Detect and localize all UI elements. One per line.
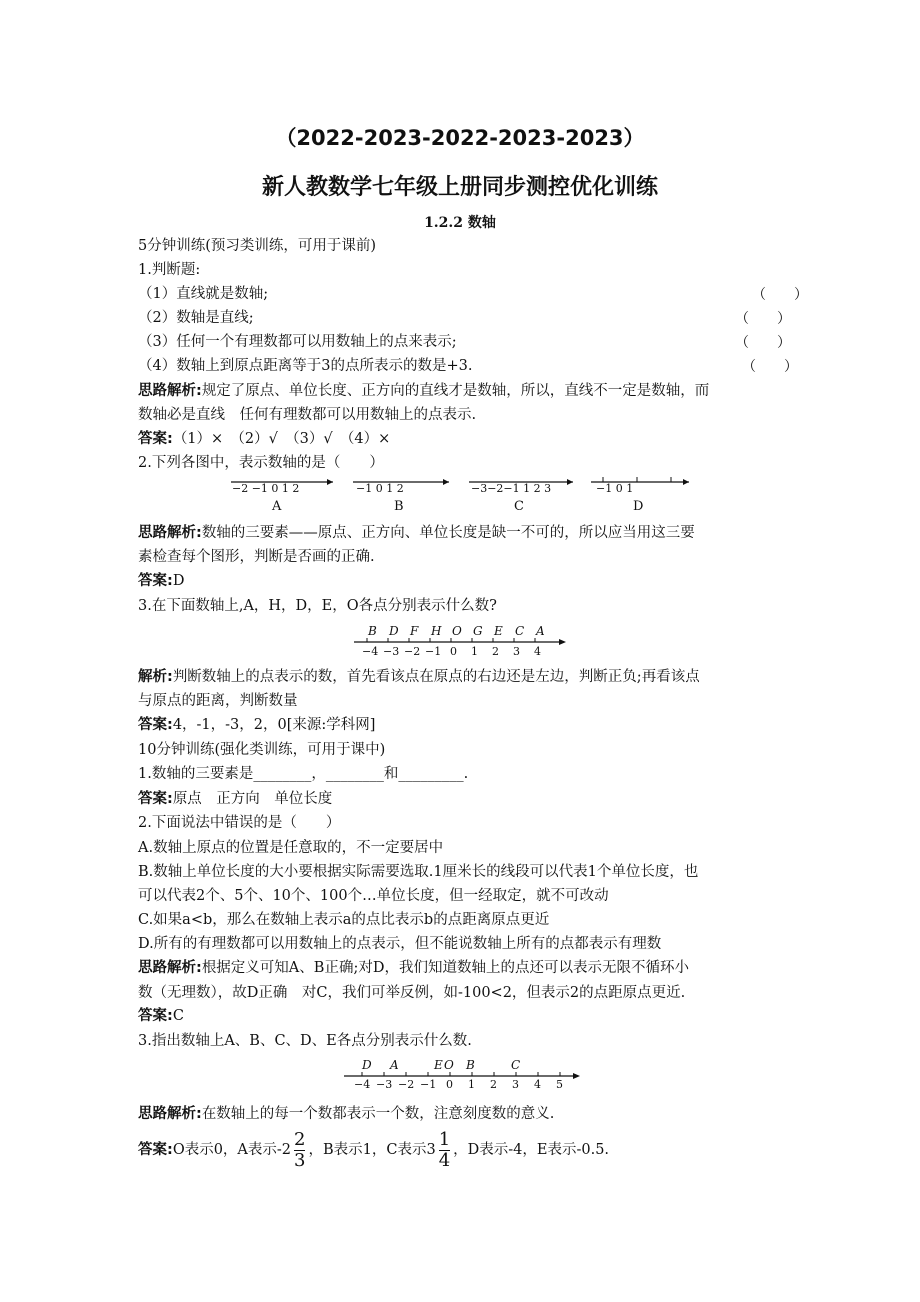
p2-q3-stem: 3.指出数轴上A、B、C、D、E各点分别表示什么数. xyxy=(138,1033,472,1049)
q2-answer xyxy=(138,571,184,591)
q1-paren-3: （ ） xyxy=(735,335,791,351)
tick-label: −1 xyxy=(420,1078,437,1091)
answer-text: D xyxy=(172,573,185,589)
p2-q1-stem: 1.数轴的三要素是________，________和_________. xyxy=(138,766,469,782)
p2-q2-analysis-line2: 数（无理数），故D正确 对C，我们可举反例，如-100<2，但表示2的点距原点更近. xyxy=(138,985,686,1001)
q1-analysis-line2: 数轴必是直线 任何有理数都可以用数轴上的点表示. xyxy=(138,407,477,423)
point-c: C xyxy=(511,1058,521,1072)
answer-text: （1）× （2）√ （3）√ （4）× xyxy=(172,431,391,447)
q2-options-figure xyxy=(225,474,695,518)
q2-stem: 2.下列各图中，表示数轴的是（ ） xyxy=(138,455,384,471)
point-a: A xyxy=(536,624,545,638)
point-o: O xyxy=(452,624,462,638)
answer-label: 答案: xyxy=(138,717,173,733)
tick-label: 4 xyxy=(534,1078,541,1091)
q1-paren-2: （ ） xyxy=(735,311,791,327)
tick-label: −4 xyxy=(354,1078,371,1091)
option-b-ticks: −1 0 1 2 xyxy=(356,482,404,495)
answer-text: C xyxy=(172,1008,184,1024)
tick-label: −3 xyxy=(376,1078,393,1091)
q2-analysis-line1 xyxy=(138,523,695,543)
p2-q2-stem: 2.下面说法中错误的是（ ） xyxy=(138,815,341,831)
tick-label: 4 xyxy=(534,645,541,658)
q1-stem: 1.判断题: xyxy=(138,262,201,278)
point-c: C xyxy=(515,624,525,638)
tick-label: −1 xyxy=(425,645,442,658)
analysis-label: 思路解析: xyxy=(138,960,202,976)
option-a-label: A xyxy=(272,499,282,514)
p2-q2-option-b: B.数轴上单位长度的大小要根据实际需要选取.1厘米长的线段可以代表1个单位长度，也 xyxy=(138,864,699,880)
p2-q2-option-c: C.如果a<b，那么在数轴上表示a的点比表示b的点距离原点更近 xyxy=(138,912,550,928)
point-e: E xyxy=(494,624,503,638)
fraction-denominator: 3 xyxy=(294,1149,306,1171)
tick-label: −2 xyxy=(398,1078,415,1091)
p2-q3-answer xyxy=(138,1128,609,1172)
tick-label: 1 xyxy=(471,645,478,658)
tick-label: 5 xyxy=(556,1078,563,1091)
part1-heading: 5分钟训练(预习类训练，可用于课前) xyxy=(138,238,377,254)
p2-q1-answer xyxy=(138,789,332,809)
p2-q2-option-b-cont: 可以代表2个、5个、10个、100个…单位长度，但一经取定，就不可改动 xyxy=(138,888,609,904)
q1-item-4: （4）数轴上到原点距离等于3的点所表示的数是+3. xyxy=(138,358,473,374)
tick-label: −4 xyxy=(362,645,379,658)
answer-text: 原点 正方向 单位长度 xyxy=(172,791,333,807)
q1-item-1: （1）直线就是数轴; xyxy=(138,286,269,302)
q1-paren-4: （ ） xyxy=(742,359,798,375)
point-b: B xyxy=(466,1058,475,1072)
fraction-numerator: 2 xyxy=(294,1128,306,1150)
q2-analysis-line2: 素检查每个图形，判断是否画的正确. xyxy=(138,549,375,565)
answer-text: 4，-1，-3，2，0[来源:学科网] xyxy=(172,717,376,733)
answer-label: 答案: xyxy=(138,1008,173,1024)
part2-heading: 10分钟训练(强化类训练，可用于课中) xyxy=(138,742,386,758)
q1-item-3: （3）任何一个有理数都可以用数轴上的点来表示; xyxy=(138,334,457,350)
tick-label: −3 xyxy=(383,645,400,658)
option-c-ticks: −3−2−1 1 2 3 xyxy=(471,482,552,495)
tick-label: 1 xyxy=(468,1078,475,1091)
point-a: A xyxy=(390,1058,399,1072)
analysis-label: 思路解析: xyxy=(138,383,202,399)
tick-label: 2 xyxy=(492,645,499,658)
tick-label: 3 xyxy=(513,645,520,658)
tick-label: 0 xyxy=(450,645,457,658)
tick-label: −2 xyxy=(404,645,421,658)
q3-answer xyxy=(138,715,375,735)
fraction-numerator: 1 xyxy=(438,1128,451,1150)
q1-paren-1: （ ） xyxy=(752,287,808,303)
answer-text-b: ，B表示1，C表示3 xyxy=(308,1142,436,1158)
tick-label: 0 xyxy=(446,1078,453,1091)
point-d: D xyxy=(362,1058,372,1072)
book-title: 新人教数学七年级上册同步测控优化训练 xyxy=(261,175,658,200)
section-title: 1.2.2 数轴 xyxy=(424,215,496,231)
fraction-denominator: 4 xyxy=(438,1149,451,1171)
option-d-ticks: −1 0 1 xyxy=(596,482,634,495)
q1-answer xyxy=(138,429,390,449)
q1-item-2: （2）数轴是直线; xyxy=(138,310,254,326)
analysis-label: 思路解析: xyxy=(138,525,202,541)
option-c-label: C xyxy=(514,499,524,514)
p2-q2-option-a: A.数轴上原点的位置是任意取的，不一定要居中 xyxy=(138,840,444,856)
analysis-text: 根据定义可知A、B正确;对D，我们知道数轴上的点还可以表示无限不循环小 xyxy=(201,960,689,976)
point-h: H xyxy=(431,624,442,638)
option-d-label: D xyxy=(633,499,644,514)
point-b: B xyxy=(368,624,377,638)
tick-label: 2 xyxy=(490,1078,497,1091)
answer-label: 答案: xyxy=(138,431,173,447)
fraction-one-quarter xyxy=(439,1130,450,1171)
p2-q2-analysis-line1 xyxy=(138,958,689,978)
option-b-label: B xyxy=(394,499,404,514)
answer-text-c: ，D表示-4，E表示-0.5. xyxy=(453,1142,610,1158)
fraction-two-thirds xyxy=(294,1130,305,1171)
answer-label: 答案: xyxy=(138,573,173,589)
q3-analysis-line1 xyxy=(138,667,700,687)
q1-analysis-line1 xyxy=(138,381,709,401)
point-f: F xyxy=(410,624,419,638)
analysis-label: 解析: xyxy=(138,669,173,685)
analysis-text: 数轴的三要素——原点、正方向、单位长度是缺一不可的，所以应当用这三要 xyxy=(201,525,695,541)
tick-label: 3 xyxy=(512,1078,519,1091)
year-line: （2022-2023-2022-2023-2023） xyxy=(275,126,645,150)
point-d: D xyxy=(389,624,399,638)
analysis-label: 思路解析: xyxy=(138,1106,202,1122)
q3-analysis-line2: 与原点的距离，判断数量 xyxy=(138,693,298,709)
answer-text-a: O表示0，A表示-2 xyxy=(172,1142,292,1158)
p2-q3-analysis xyxy=(138,1104,554,1124)
point-g: G xyxy=(473,624,483,638)
answer-label: 答案: xyxy=(138,1142,173,1158)
analysis-text: 判断数轴上的点表示的数，首先看该点在原点的右边还是左边，判断正负;再看该点 xyxy=(172,669,700,685)
point-e: E xyxy=(434,1058,443,1072)
option-a-ticks: −2 −1 0 1 2 xyxy=(232,482,300,495)
answer-label: 答案: xyxy=(138,791,173,807)
analysis-text: 规定了原点、单位长度、正方向的直线才是数轴，所以，直线不一定是数轴，而 xyxy=(201,383,710,399)
p2-q2-option-d: D.所有的有理数都可以用数轴上的点表示，但不能说数轴上所有的点都表示有理数 xyxy=(138,936,662,952)
q3-stem: 3.在下面数轴上,A，H，D，E，O各点分别表示什么数? xyxy=(138,598,497,614)
p2-q2-answer xyxy=(138,1006,184,1026)
analysis-text: 在数轴上的每一个数都表示一个数，注意刻度数的意义. xyxy=(201,1106,555,1122)
point-o: O xyxy=(444,1058,454,1072)
